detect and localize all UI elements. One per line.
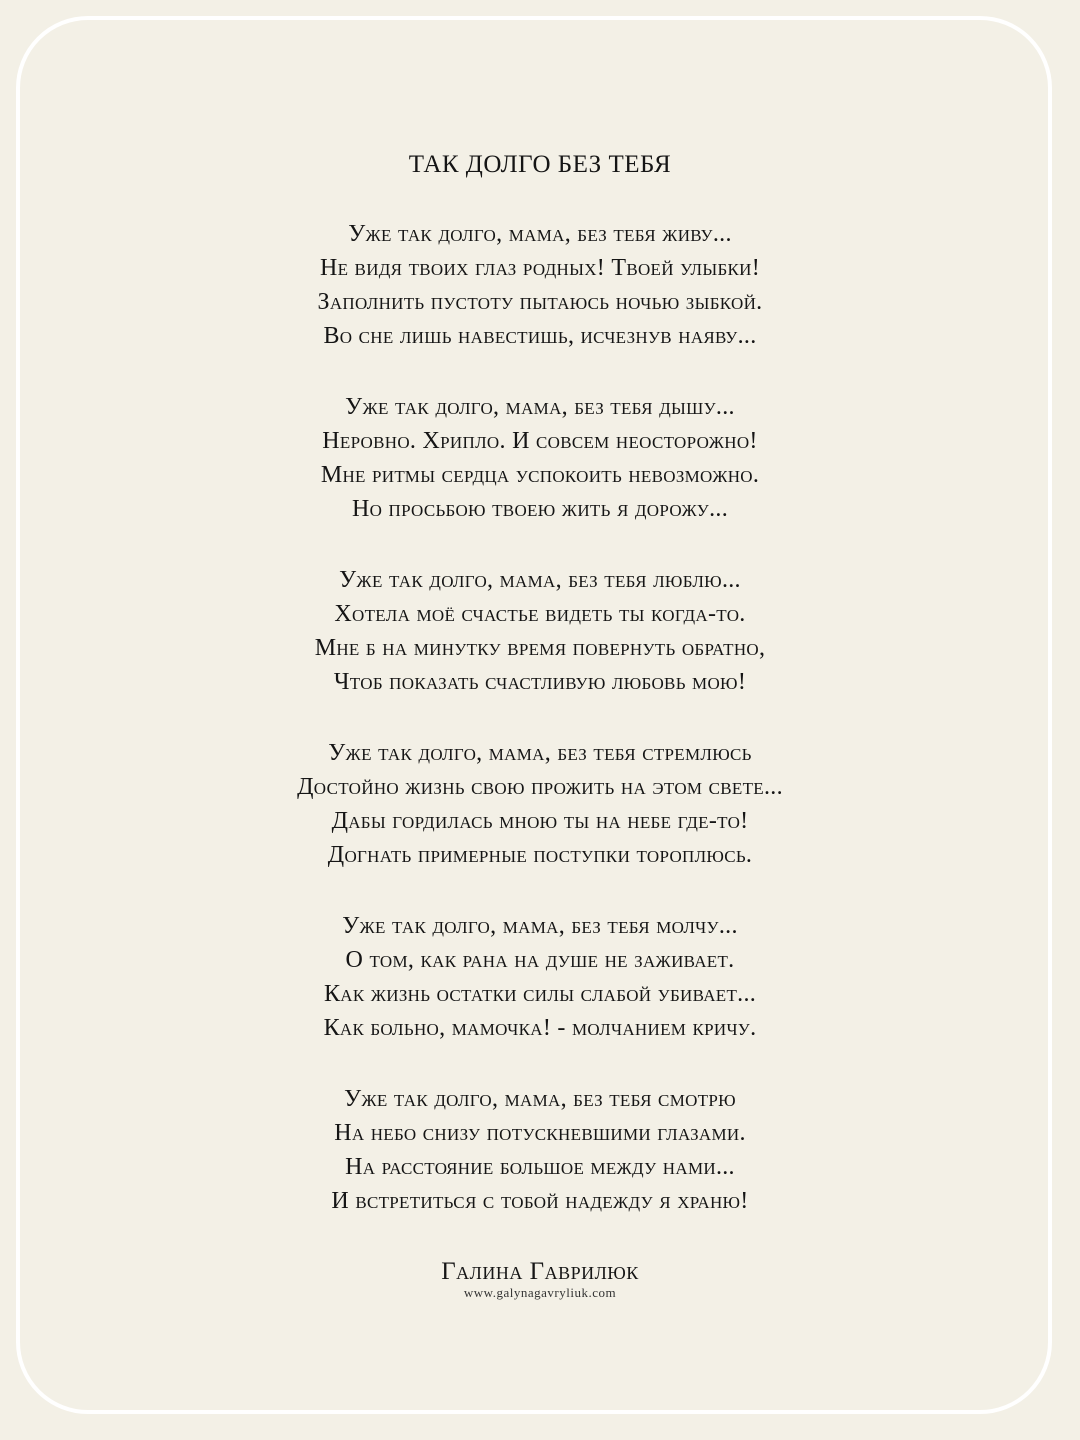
poem-line: Мне б на минутку время повернуть обратно, bbox=[314, 635, 766, 661]
poem-line: Дабы гордилась мною ты на небе где-то! bbox=[331, 808, 749, 834]
author-name: Галина Гаврилюк bbox=[441, 1258, 639, 1285]
poem-line: И встретиться с тобой надежду я храню! bbox=[331, 1188, 749, 1214]
poem-line: Уже так долго, мама, без тебя живу... bbox=[348, 221, 732, 247]
poem-line: На расстояние большое между нами... bbox=[345, 1154, 735, 1180]
poem-line: Уже так долго, мама, без тебя люблю... bbox=[339, 567, 741, 593]
stanza bbox=[0, 1082, 1080, 1218]
poem-line: Заполнить пустоту пытаюсь ночью зыбкой. bbox=[317, 289, 763, 315]
poem-line: Уже так долго, мама, без тебя смотрю bbox=[344, 1086, 736, 1112]
poem-line: Уже так долго, мама, без тебя молчу... bbox=[342, 913, 738, 939]
stanza bbox=[0, 390, 1080, 526]
poem-line: Но просьбою твоею жить я дорожу... bbox=[352, 496, 728, 522]
poem-line: Догнать примерные поступки тороплюсь. bbox=[327, 842, 753, 868]
poem-line: Достойно жизнь свою прожить на этом свете... bbox=[297, 774, 783, 800]
author-website: www.galynagavryliuk.com bbox=[463, 1285, 617, 1300]
poem-line: Как больно, мамочка! - молчанием кричу. bbox=[323, 1015, 757, 1041]
poem-title: ТАК ДОЛГО БЕЗ ТЕБЯ bbox=[408, 151, 672, 178]
poem-line: Чтоб показать счастливую любовь мою! bbox=[333, 669, 747, 695]
stanza bbox=[0, 563, 1080, 699]
poem-line: Мне ритмы сердца успокоить невозможно. bbox=[320, 462, 760, 488]
poem-line: Во сне лишь навестишь, исчезнув наяву... bbox=[323, 323, 757, 349]
poem-line: О том, как рана на душе не заживает. bbox=[345, 947, 735, 973]
stanza bbox=[0, 217, 1080, 353]
stanza bbox=[0, 736, 1080, 872]
poem-line: Не видя твоих глаз родных! Твоей улыбки! bbox=[319, 255, 761, 281]
poem-line: Неровно. Хрипло. И совсем неосторожно! bbox=[322, 428, 758, 454]
stanza bbox=[0, 909, 1080, 1045]
poem-line: Уже так долго, мама, без тебя дышу... bbox=[345, 394, 735, 420]
poem-line: Уже так долго, мама, без тебя стремлюсь bbox=[328, 740, 752, 766]
poem-line: На небо снизу потускневшими глазами. bbox=[334, 1120, 746, 1146]
poem-page bbox=[0, 147, 1080, 1301]
poem-line: Как жизнь остатки силы слабой убивает... bbox=[323, 981, 757, 1007]
poem-line: Хотела моё счастье видеть ты когда-то. bbox=[334, 601, 746, 627]
